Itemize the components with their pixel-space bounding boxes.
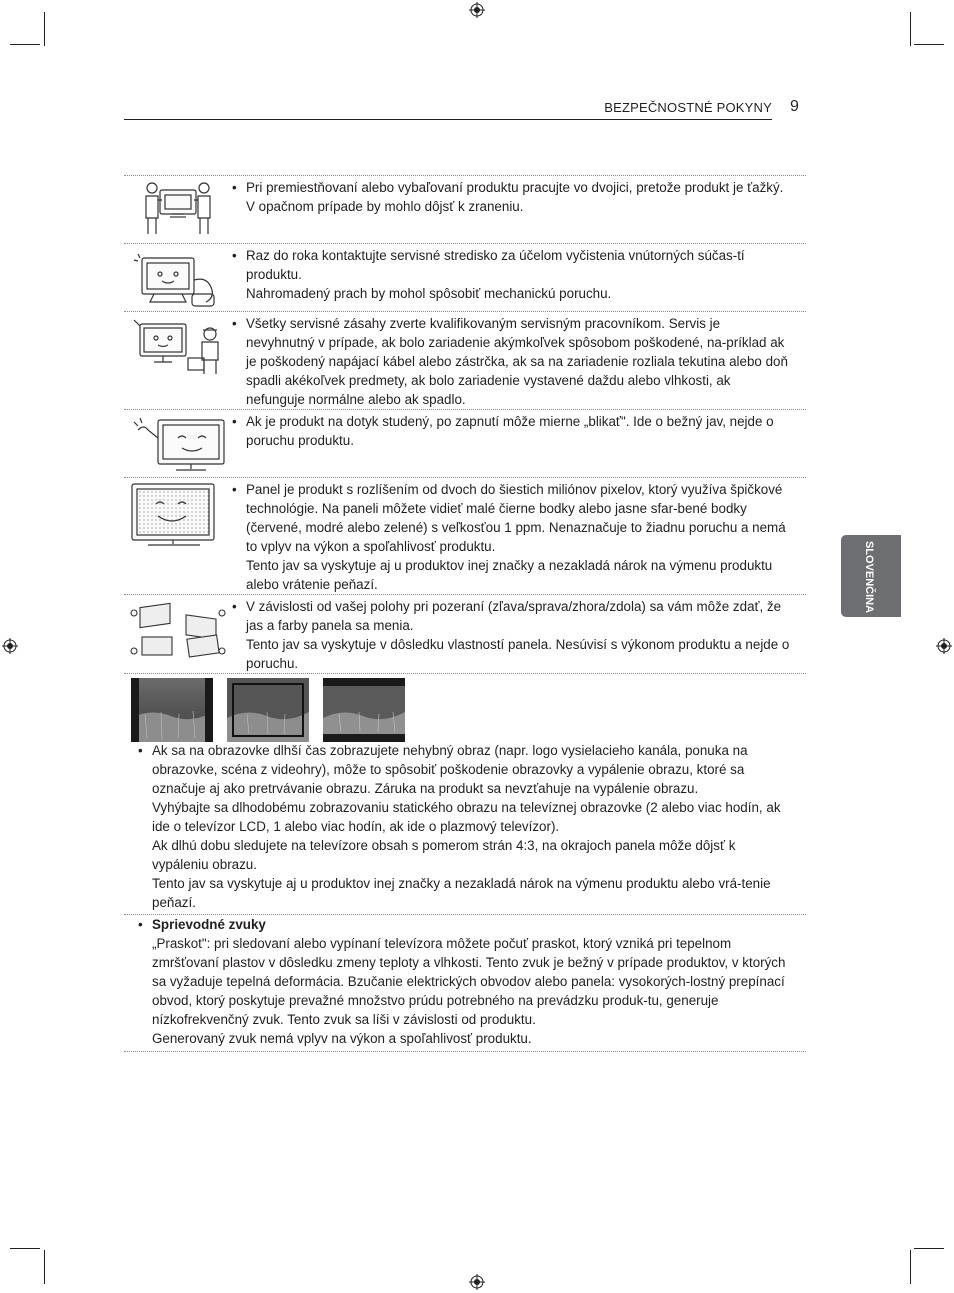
crop-mark bbox=[10, 44, 40, 45]
crop-mark bbox=[914, 44, 944, 45]
paragraph: Nahromadený prach by mohol spôsobiť mechanickú poruchu. bbox=[246, 286, 612, 301]
paragraph: • Pri premiestňovaní alebo vybaľovaní produktu pracujte vo dvojici, pretože produkt je ťažký. bbox=[246, 180, 784, 195]
safety-text bbox=[246, 178, 792, 216]
registration-mark-icon bbox=[2, 638, 18, 654]
crop-mark bbox=[44, 1250, 45, 1284]
tv-pixel-dots-icon bbox=[130, 482, 220, 550]
crop-mark bbox=[44, 12, 45, 46]
paragraph: • Raz do roka kontaktujte servisné stredisko za účelom vyčistenia vnútorných súčas-tí produktu. bbox=[246, 248, 745, 282]
paragraph: • V závislosti od vašej polohy pri pozeraní (zľava/sprava/zhora/zdola) sa vám môže zdať, že jas a farby panela sa menia. bbox=[246, 599, 782, 633]
safety-row bbox=[124, 175, 806, 243]
registration-mark-icon bbox=[936, 638, 952, 654]
language-tab-label: SLOVENČINA bbox=[863, 540, 875, 614]
burn-in-photo-top-bars bbox=[323, 678, 405, 742]
language-side-tab bbox=[841, 535, 901, 617]
registration-mark-icon bbox=[469, 2, 485, 18]
safety-text bbox=[246, 597, 792, 673]
tv-blink-hand-icon bbox=[130, 414, 230, 476]
crop-mark bbox=[910, 12, 911, 46]
section-divider bbox=[124, 673, 806, 674]
safety-text bbox=[246, 314, 792, 409]
safety-text bbox=[246, 412, 792, 450]
tv-service-technician-icon bbox=[130, 316, 230, 378]
tv-vacuum-cleaning-icon bbox=[130, 250, 226, 308]
paragraph: V opačnom prípade by mohlo dôjsť k zraneniu. bbox=[246, 199, 524, 214]
burn-in-photo-frame bbox=[227, 678, 309, 742]
paragraph: Tento jav sa vyskytuje aj u produktov inej značky a nezakladá nárok na výmenu produktu alebo vrátenie peňazí. bbox=[246, 558, 773, 592]
sounds-heading: • Sprievodné zvuky bbox=[152, 917, 266, 932]
paragraph: Tento jav sa vyskytuje aj u produktov inej značky a nezakladá nárok na výmenu produktu alebo vrá-tenie peňazí. bbox=[152, 876, 771, 910]
paragraph: • Všetky servisné zásahy zverte kvalifikovaným servisným pracovníkom. Servis je nevyhnutný v prípade, ak bolo zariadenie akýmkoľvek spôsobom poškodené, na-príklad ak je poškodený napájací kábel alebo zástrčka, ak sa na zariadenie rozliala tekutina alebo doň spadli akékoľvek predmety, ak bolo zariadenie vystavené daždu alebo vlhkosti, ak nefunguje normálne alebo ak spadlo. bbox=[246, 316, 788, 407]
paragraph: Tento jav sa vyskytuje v dôsledku vlastností panela. Nesúvisí s výkonom produktu a nejde o poruchu. bbox=[246, 637, 790, 671]
paragraph: „Praskot": pri sledovaní alebo vypínaní televízora môžete počuť praskot, ktorý vzniká pri tepelnom zmršťovaní plastov v dôsledku zmeny teploty a vlhkosti. Tento zvuk je bežný v prípade produktov, v ktorých sa vyžaduje tepelná deformácia. Bzučanie elektrických obvodov alebo panela: vysokorých-lostný prepínací obvod, ktorý poskytuje prevažné množstvo prúdu potrebného na prevádzku produk-tu, generuje nízkofrekvenčný zvuk. Tento zvuk sa líši v závislosti od produktu. bbox=[152, 936, 786, 1027]
two-people-carrying-tv-icon bbox=[130, 180, 226, 236]
paragraph: • Ak sa na obrazovke dlhší čas zobrazujete nehybný obraz (napr. logo vysielacieho kanála, ponuka na obrazovke, scéna z videohry), môže to spôsobiť poškodenie obrazovky a vypálenie obrazu, ktoré sa označuje aj ako pretrvávanie obrazu. Záruka na produkt sa nevzťahuje na vypálenie obrazu. bbox=[152, 743, 748, 796]
safety-row bbox=[124, 243, 806, 311]
safety-row bbox=[124, 477, 806, 594]
section-title: BEZPEČNOSTNÉ POKYNY bbox=[604, 100, 772, 115]
crop-mark bbox=[10, 1248, 40, 1249]
safety-row bbox=[124, 594, 806, 673]
tv-viewing-angles-icon bbox=[130, 601, 226, 663]
safety-row bbox=[124, 409, 806, 477]
safety-row bbox=[124, 311, 806, 409]
paragraph: Generovaný zvuk nemá vplyv na výkon a spoľahlivosť produktu. bbox=[152, 1031, 532, 1046]
paragraph: Ak dlhú dobu sledujete na televízore obsah s pomerom strán 4:3, na okrajoch panela môže dôjsť k vypáleniu obrazu. bbox=[152, 838, 736, 872]
section-divider bbox=[124, 1051, 806, 1052]
crop-mark bbox=[914, 1248, 944, 1249]
paragraph: Vyhýbajte sa dlhodobému zobrazovaniu statického obrazu na televíznej obrazovke (2 alebo viac hodín, ak ide o televízor LCD, 1 alebo viac hodín, ak ide o plazmový televízor). bbox=[152, 800, 781, 834]
safety-text bbox=[246, 480, 792, 594]
safety-text bbox=[246, 246, 792, 303]
sounds-text bbox=[152, 915, 792, 1048]
burn-in-text bbox=[152, 741, 792, 912]
paragraph: • Ak je produkt na dotyk studený, po zapnutí môže mierne „blikať". Ide o bežný jav, nejde o poruchu produktu. bbox=[246, 414, 774, 448]
crop-mark bbox=[910, 1250, 911, 1284]
registration-mark-icon bbox=[469, 1274, 485, 1290]
paragraph: • Panel je produkt s rozlíšením od dvoch do šiestich miliónov pixelov, ktorý využíva špičkové technológie. Na paneli môžete vidieť malé čierne bodky alebo jasne sfar-bené bodky (červené, modré alebo zelené) s veľkosťou 1 ppm. Nenaznačuje to žiadnu poruchu a nemá to vplyv na výkon a spoľahlivosť produktu. bbox=[246, 482, 786, 554]
page-number: 9 bbox=[790, 98, 799, 115]
header-divider bbox=[124, 119, 772, 120]
burn-in-photo-left-bars bbox=[131, 678, 213, 742]
